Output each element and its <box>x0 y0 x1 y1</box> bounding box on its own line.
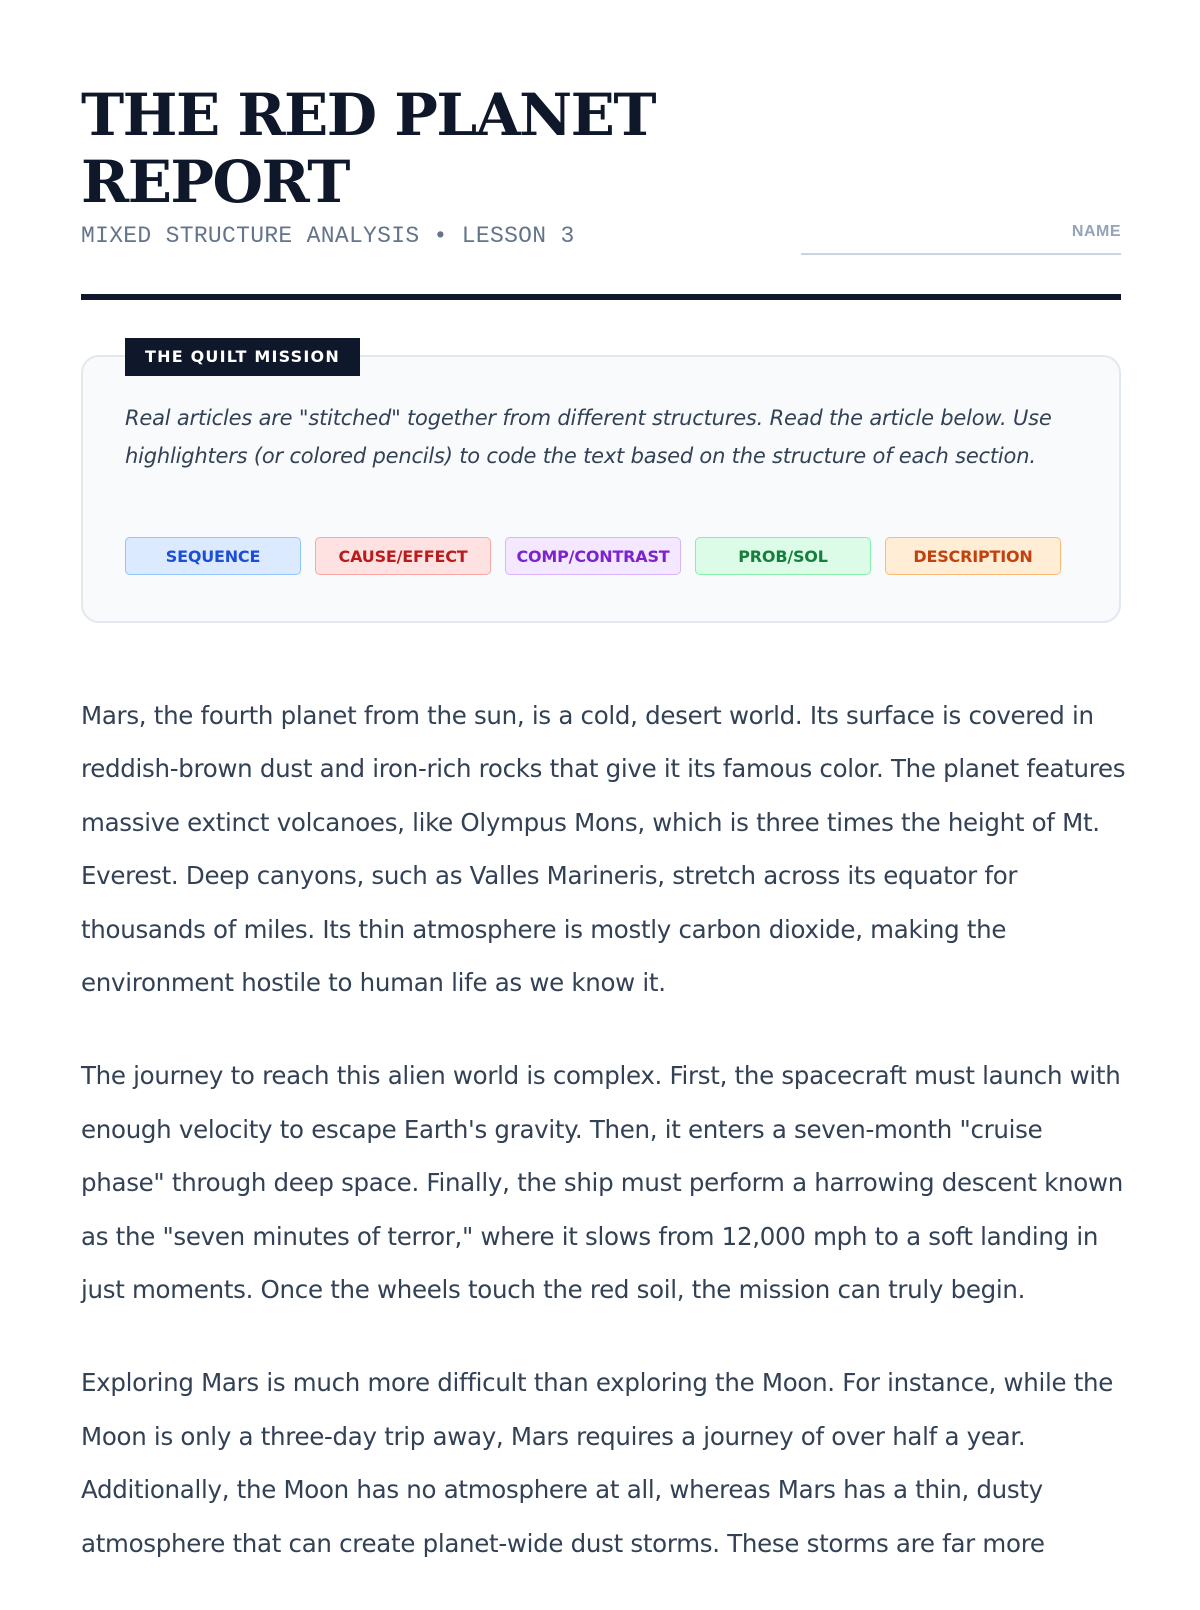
name-label: NAME <box>1071 223 1121 240</box>
legend-chip-cause-effect: CAUSE/EFFECT <box>315 537 491 575</box>
name-field[interactable] <box>801 221 1121 255</box>
article-paragraph-3: Exploring Mars is much more difficult than exploring the Moon. For instance, while the Moon is only a three-day trip away, Mars requires a journey of over half a year. Additionally, the Moon has no atmosphere at all, whereas Mars has a thin, dusty atmosphere that can create planet-wide dust storms. These storms are far more <box>81 1368 1114 1558</box>
worksheet-header <box>81 0 1121 304</box>
mission-instructions: Real articles are "stitched" together from different structures. Read the article below. Use highlighters (or colored pencils) to code the text based on the structure of each section. <box>125 406 1052 468</box>
legend-chip-problem-solution: PROB/SOL <box>695 537 871 575</box>
article-paragraph-1: Mars, the fourth planet from the sun, is a cold, desert world. Its surface is covered in reddish-brown dust and iron-rich rocks that give it its famous color. The planet features massive extinct volcanoes, like Olympus Mons, which is three times the height of Mt. Everest. Deep canyons, such as Valles Marineris, stretch across its equator for thousands of miles. Its thin atmosphere is mostly carbon dioxide, making the environment hostile to human life as we know it. <box>81 701 1126 998</box>
legend-chip-description: DESCRIPTION <box>885 537 1061 575</box>
structure-legend <box>125 537 1061 575</box>
legend-chip-sequence: SEQUENCE <box>125 537 301 575</box>
worksheet-page <box>81 0 1126 1558</box>
mission-tag: THE QUILT MISSION <box>125 338 360 376</box>
header-divider <box>81 294 1121 300</box>
legend-chip-compare-contrast: COMP/CONTRAST <box>505 537 681 575</box>
page-subtitle: MIXED STRUCTURE ANALYSIS • LESSON 3 <box>81 223 575 249</box>
page-title: THE RED PLANET REPORT <box>81 81 656 216</box>
mission-box <box>81 347 1121 623</box>
article-paragraph-2: The journey to reach this alien world is complex. First, the spacecraft must launch with enough velocity to escape Earth's gravity. Then, it enters a seven-month "cruise phase" through deep space. Finally, the ship must perform a harrowing descent known as the "seven minutes of terror," where it slows from 12,000 mph to a soft landing in just moments. Once the wheels touch the red soil, the mission can truly begin. <box>81 1061 1123 1305</box>
article-body <box>81 689 1126 1610</box>
